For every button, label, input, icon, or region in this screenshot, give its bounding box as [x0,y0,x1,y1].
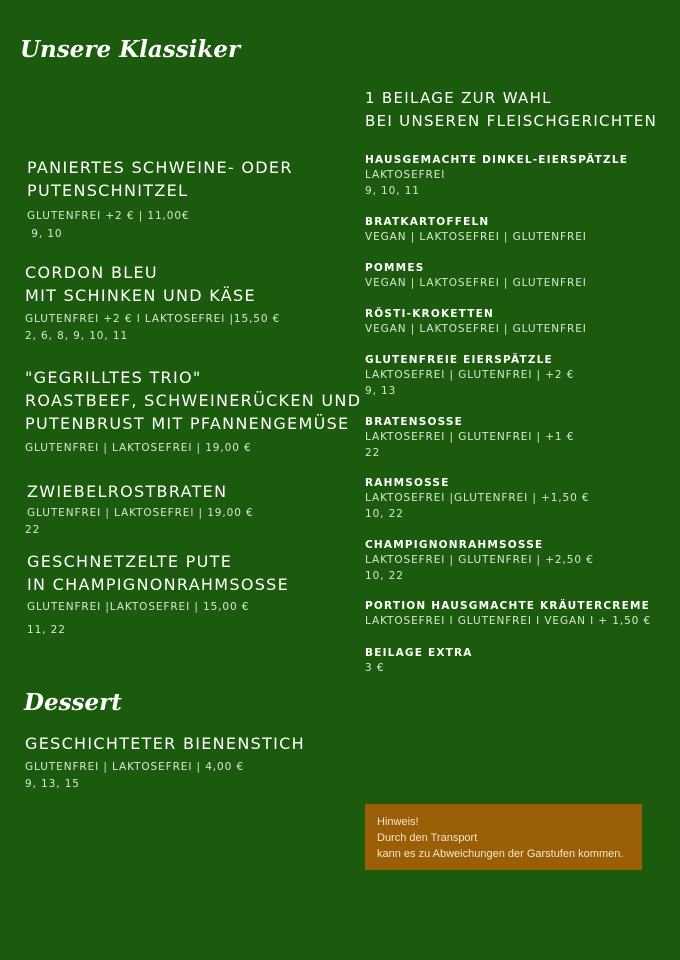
side-item [365,414,574,461]
side-item [365,475,590,522]
side-detail: VEGAN | LAKTOSEFREI | GLUTENFREI [365,277,587,289]
side-item [365,152,628,199]
dish-title-line: ZWIEBELROSTBRATEN [27,482,228,501]
dish-title-line: PANIERTES SCHWEINE- ODER [27,158,293,177]
dish-info: GLUTENFREI | LAKTOSEFREI | 19,00 € [27,507,254,519]
dish-title [25,366,361,435]
dish-title-line: "GEGRILLTES TRIO" [25,368,202,387]
dish-item [25,366,361,457]
side-detail: 22 [365,446,381,459]
side-name: PORTION HAUSGMACHTE KRÄUTERCREME [365,600,650,612]
notice-line: Hinweis! [377,816,419,828]
dish-title-line: GESCHICHTETER BIENENSTICH [25,734,305,753]
side-detail: VEGAN | LAKTOSEFREI | GLUTENFREI [365,323,587,335]
side-item [365,537,594,584]
dish-info: GLUTENFREI |LAKTOSEFREI | 15,00 € [27,601,250,613]
notice-line: Durch den Transport [377,832,478,844]
dish-info: GLUTENFREI | LAKTOSEFREI | 4,00 € [25,761,245,773]
dish-info: GLUTENFREI +2 € | 11,00€ [27,210,190,222]
notice-box [365,804,642,870]
side-item [365,352,574,399]
side-name: CHAMPIGNONRAHMSOSSE [365,539,544,551]
side-detail: 10, 22 [365,569,404,582]
notice-line: kann es zu Abweichungen der Garstufen kommen. [377,848,624,860]
dish-allergens: 22 [25,524,41,536]
dish-item [27,480,254,539]
side-item [365,260,587,292]
sides-header [365,87,657,133]
dish-item [27,156,293,243]
dish-title-line: ROASTBEEF, SCHWEINERÜCKEN UND [25,391,362,410]
sides-header-line: 1 BEILAGE ZUR WAHL [365,89,552,107]
dish-allergens: 9, 13, 15 [25,778,80,790]
side-name: BEILAGE EXTRA [365,647,473,659]
dish-item [27,550,289,639]
dish-info: GLUTENFREI | LAKTOSEFREI | 19,00 € [25,442,252,454]
side-detail: LAKTOSEFREI | GLUTENFREI | +1 € [365,431,575,443]
dish-title [27,550,289,596]
side-detail: LAKTOSEFREI |GLUTENFREI | +1,50 € [365,492,590,504]
side-detail: LAKTOSEFREI | GLUTENFREI | +2,50 € [365,554,594,566]
side-name: RAHMSOSSE [365,477,450,489]
side-item [365,645,473,677]
side-name: GLUTENFREIE EIERSPÄTZLE [365,354,553,366]
side-detail: VEGAN | LAKTOSEFREI | GLUTENFREI [365,231,587,243]
side-detail: 9, 13 [365,384,397,397]
dish-title-line: MIT SCHINKEN UND KÄSE [25,286,256,305]
dish-title [27,480,254,503]
section-title: Unsere Klassiker [20,36,241,63]
side-item [365,598,651,630]
dish-info: GLUTENFREI +2 € I LAKTOSEFREI |15,50 € [25,313,281,325]
side-detail: LAKTOSEFREI | GLUTENFREI | +2 € [365,369,575,381]
side-item [365,214,587,246]
side-item [365,306,587,338]
dish-title [25,732,305,755]
dessert-item [25,732,305,793]
side-detail: 9, 10, 11 [365,184,420,197]
dish-title-line: PUTENBRUST MIT PFANNENGEMÜSE [25,414,350,433]
dish-title-line: GESCHNETZELTE PUTE [27,552,233,571]
sides-header-line: BEI UNSEREN FLEISCHGERICHTEN [365,112,658,130]
side-name: BRATENSOSSE [365,416,464,428]
side-detail: LAKTOSEFREI I GLUTENFREI I VEGAN I + 1,50 € [365,615,652,627]
side-detail: 10, 22 [365,507,404,520]
dish-title-line: IN CHAMPIGNONRAHMSOSSE [27,575,290,594]
dish-title-line: CORDON BLEU [25,263,158,282]
dish-allergens: 2, 6, 8, 9, 10, 11 [25,330,129,342]
dish-allergens: 11, 22 [27,624,66,636]
dish-item [25,261,280,345]
side-detail: LAKTOSEFREI [365,169,446,181]
dessert-title: Dessert [24,689,122,716]
side-name: HAUSGEMACHTE DINKEL-EIERSPÄTZLE [365,154,629,166]
dish-allergens: 9, 10 [27,228,63,240]
side-name: BRATKARTOFFELN [365,216,490,228]
dish-title [27,156,293,202]
side-name: POMMES [365,262,425,274]
dish-title [25,261,280,307]
dish-title-line: PUTENSCHNITZEL [27,181,189,200]
side-name: RÖSTI-KROKETTEN [365,308,494,320]
side-detail: 3 € [365,662,385,674]
